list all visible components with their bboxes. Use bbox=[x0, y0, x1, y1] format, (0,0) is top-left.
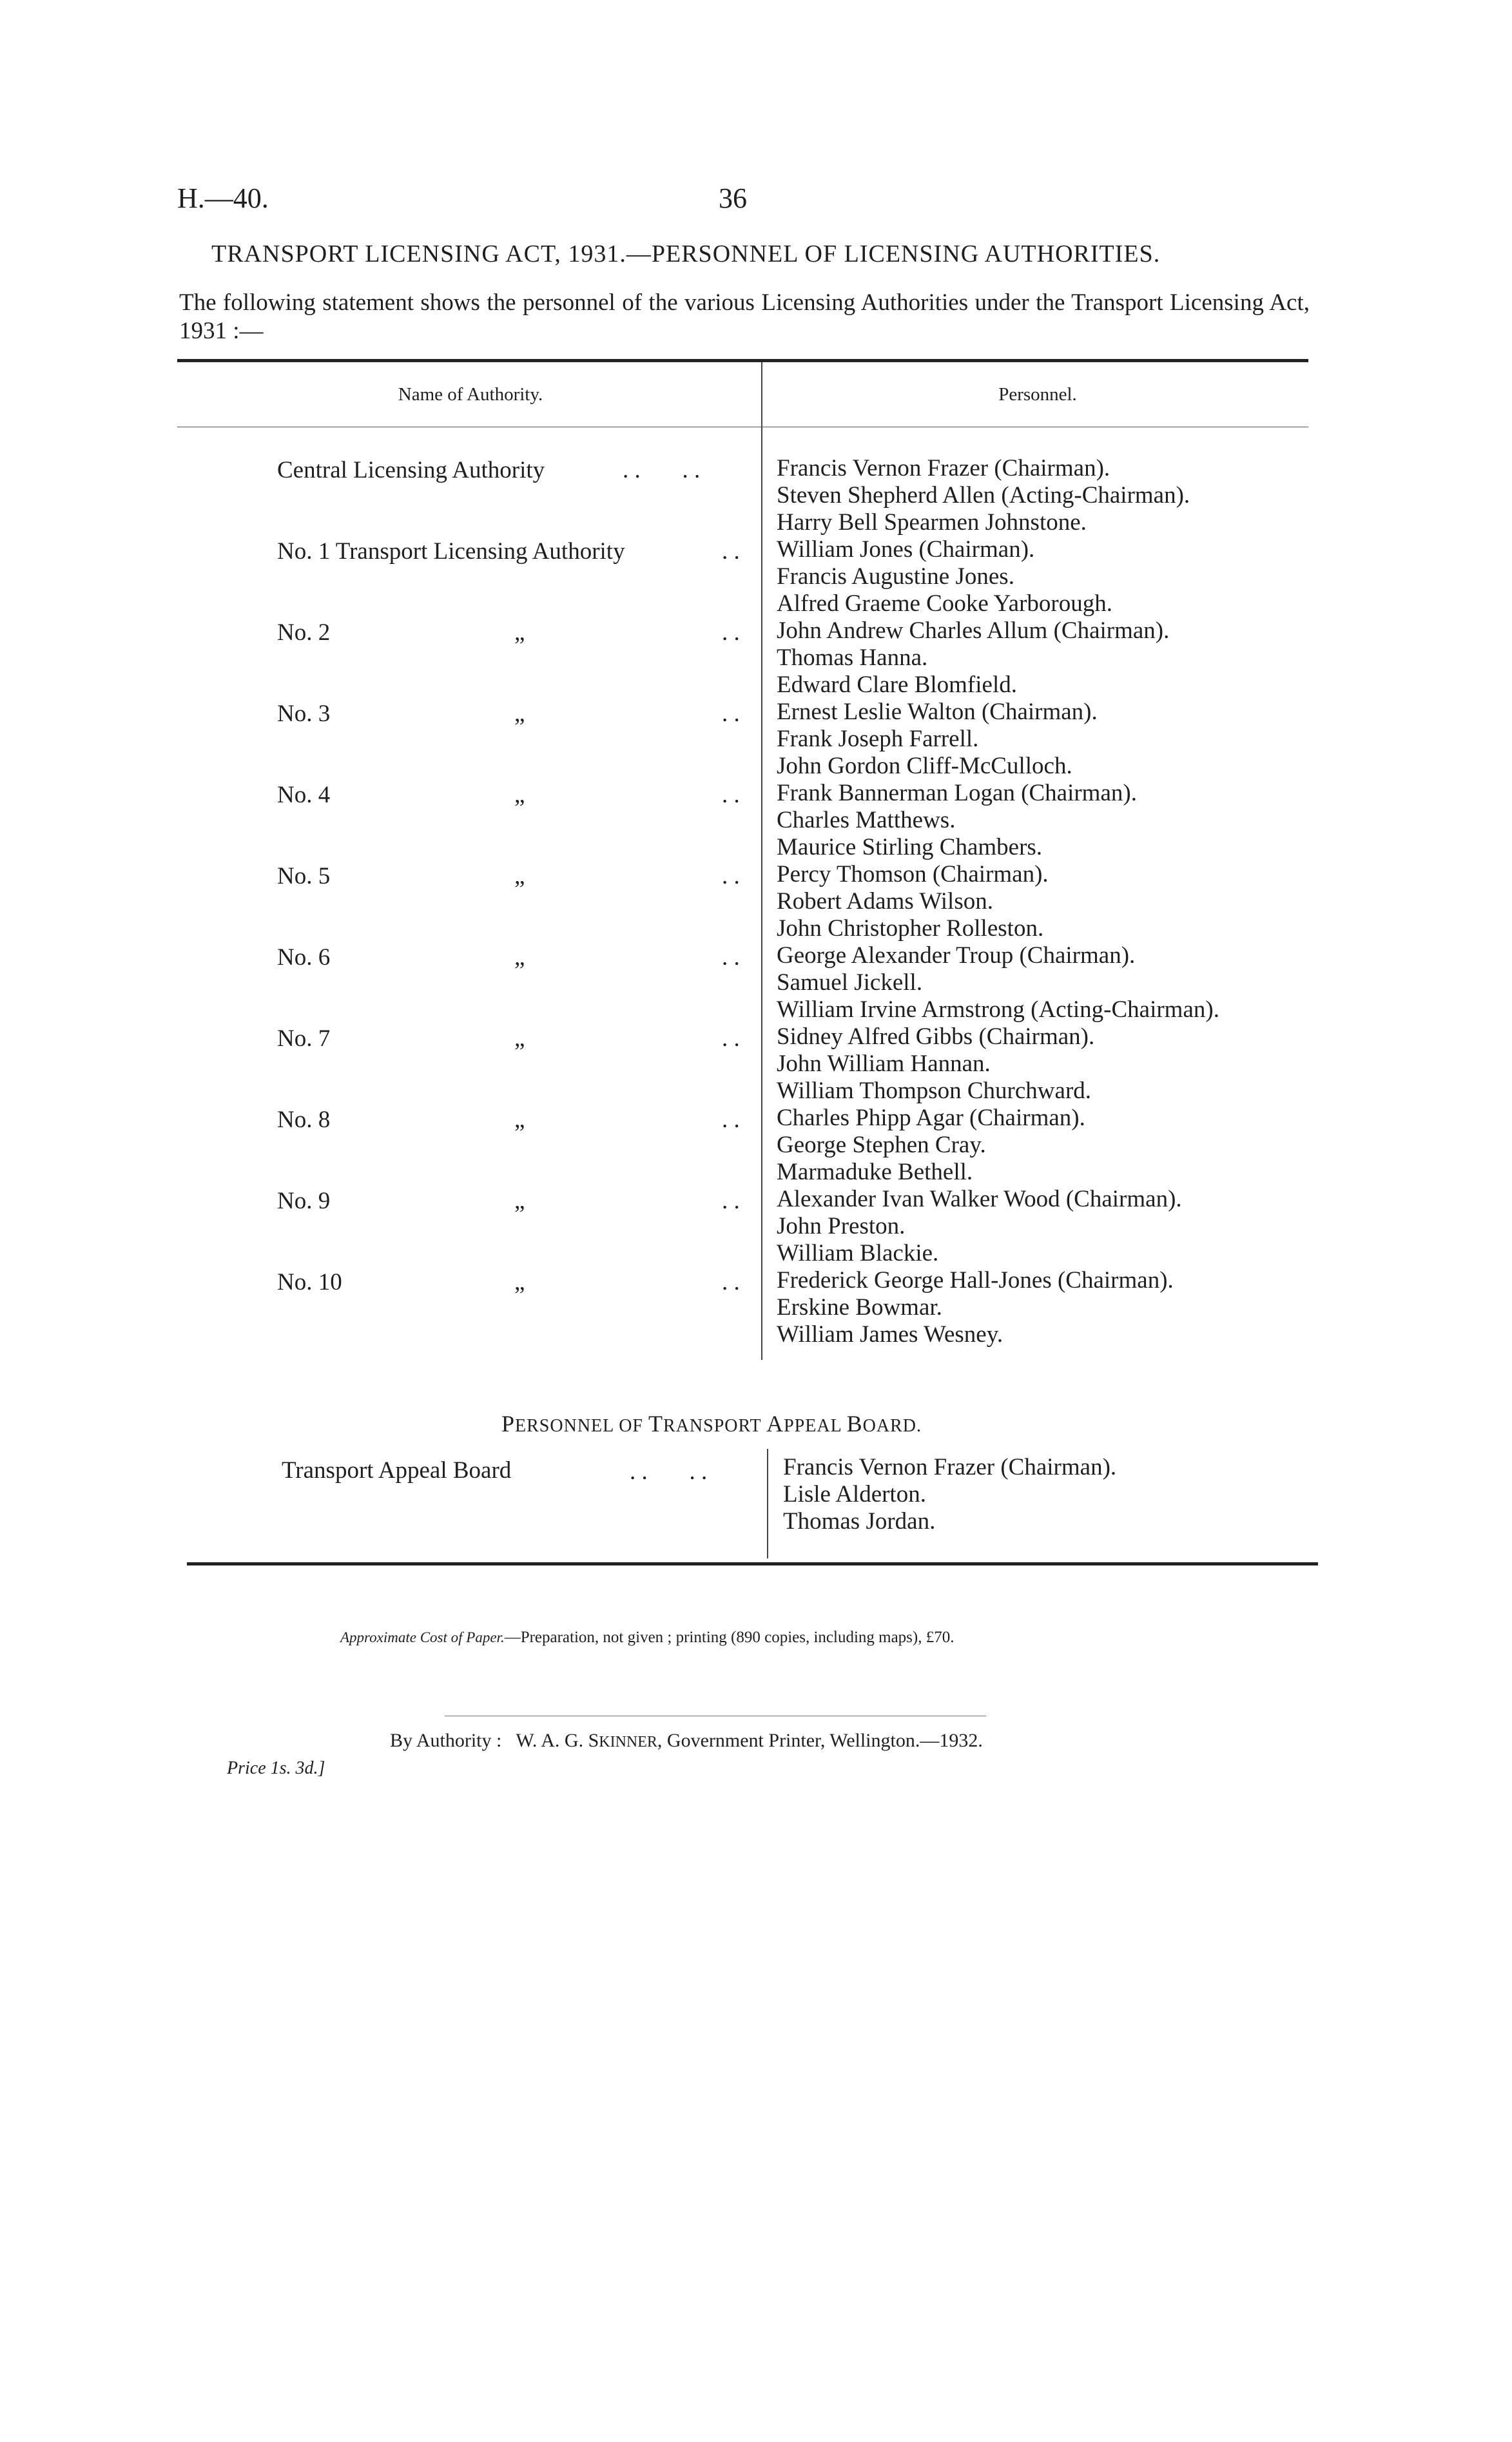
personnel-list bbox=[777, 942, 1219, 1023]
personnel-list bbox=[777, 1105, 1085, 1185]
ditto-mark: „ bbox=[514, 944, 525, 971]
person: Marmaduke Bethell. bbox=[777, 1158, 973, 1185]
leader-dots: . . bbox=[722, 1107, 740, 1133]
person: Charles Matthews. bbox=[777, 806, 956, 833]
person: Samuel Jickell. bbox=[777, 969, 923, 996]
leader-dots: . . bbox=[722, 619, 740, 646]
person: Percy Thomson (Chairman). bbox=[777, 861, 1049, 887]
ditto-mark: „ bbox=[514, 1269, 525, 1295]
person: Lisle Alderton. bbox=[783, 1480, 926, 1507]
cost-note bbox=[340, 1629, 955, 1647]
person: Frederick George Hall-Jones (Chairman). bbox=[777, 1267, 1174, 1294]
ditto-mark: „ bbox=[514, 1025, 525, 1052]
authority-name: No. 8 bbox=[277, 1107, 331, 1133]
person: Ernest Leslie Walton (Chairman). bbox=[777, 699, 1098, 725]
printer-imprint: By Authority : W. A. G. SKINNER, Government Printer, Wellington.—1932. bbox=[390, 1730, 983, 1751]
person: Maurice Stirling Chambers. bbox=[777, 833, 1043, 860]
leader-dots: . . bbox=[722, 1025, 740, 1052]
person: John Christopher Rolleston. bbox=[777, 915, 1044, 942]
appeal-personnel-list bbox=[783, 1454, 1116, 1535]
page-number: 36 bbox=[719, 182, 747, 214]
column-divider bbox=[761, 362, 762, 1360]
ditto-mark: „ bbox=[514, 701, 525, 727]
leader-dots: . . bbox=[722, 1188, 740, 1214]
leader-dots: . . bbox=[722, 944, 740, 971]
leader-dots: . . bbox=[722, 701, 740, 727]
document-reference: H.—40. bbox=[177, 182, 269, 214]
personnel-list bbox=[777, 536, 1112, 617]
authority-name: No. 1 Transport Licensing Authority bbox=[277, 538, 625, 565]
personnel-list bbox=[777, 617, 1169, 698]
cost-note-text: —Preparation, not given ; printing (890 copies, including maps), £70. bbox=[504, 1629, 955, 1646]
person: Alexander Ivan Walker Wood (Chairman). bbox=[777, 1186, 1182, 1212]
personnel-list bbox=[777, 1186, 1182, 1266]
by-authority-label: By Authority : bbox=[390, 1730, 502, 1751]
ditto-mark: „ bbox=[514, 619, 525, 646]
person: William Jones (Chairman). bbox=[777, 536, 1035, 563]
person: Steven Shepherd Allen (Acting-Chairman). bbox=[777, 481, 1190, 509]
person: William Blackie. bbox=[777, 1239, 939, 1266]
ditto-mark: „ bbox=[514, 1188, 525, 1214]
person: Thomas Hanna. bbox=[777, 644, 928, 671]
authority-name: No. 9 bbox=[277, 1188, 331, 1214]
authority-name: No. 2 bbox=[277, 619, 331, 646]
person: George Alexander Troup (Chairman). bbox=[777, 942, 1136, 969]
leader-dots: . . . . bbox=[623, 457, 701, 483]
intro-paragraph: The following statement shows the personnel of the various Licensing Authorities under the Transport Licensing Act, 1931 :— bbox=[179, 289, 1310, 344]
price: Price 1s. 3d.] bbox=[227, 1758, 325, 1778]
appeal-board-name: Transport Appeal Board bbox=[282, 1457, 512, 1484]
authority-name: No. 10 bbox=[277, 1269, 342, 1295]
appeal-column-divider bbox=[767, 1449, 768, 1558]
person: Sidney Alfred Gibbs (Chairman). bbox=[777, 1023, 1095, 1050]
person: Francis Vernon Frazer (Chairman). bbox=[777, 455, 1110, 481]
person: Robert Adams Wilson. bbox=[777, 887, 993, 915]
appeal-board-heading: PERSONNEL OF TRANSPORT APPEAL BOARD. bbox=[501, 1411, 922, 1437]
person: William Thompson Churchward. bbox=[777, 1077, 1092, 1104]
person: Erskine Bowmar. bbox=[777, 1294, 942, 1321]
leader-dots: . . . . bbox=[630, 1458, 708, 1485]
authority-name: No. 6 bbox=[277, 944, 331, 971]
cost-note-label: Approximate Cost of Paper. bbox=[340, 1629, 505, 1645]
personnel-list bbox=[777, 699, 1098, 779]
bottom-rule bbox=[187, 1562, 1318, 1565]
authority-name: No. 5 bbox=[277, 863, 331, 889]
authority-name: Central Licensing Authority bbox=[277, 457, 545, 483]
table-top-rule bbox=[177, 359, 1308, 362]
personnel-list bbox=[777, 1267, 1174, 1348]
person: William Irvine Armstrong (Acting-Chairman). bbox=[777, 996, 1219, 1023]
person: Frank Bannerman Logan (Chairman). bbox=[777, 780, 1137, 806]
person: Edward Clare Blomfield. bbox=[777, 671, 1017, 698]
person: William James Wesney. bbox=[777, 1321, 1003, 1348]
authority-name: No. 4 bbox=[277, 782, 331, 808]
personnel-list bbox=[777, 1023, 1094, 1104]
person: John Gordon Cliff-McCulloch. bbox=[777, 752, 1072, 779]
personnel-list bbox=[777, 455, 1190, 536]
authority-name: No. 7 bbox=[277, 1025, 331, 1052]
column-header-authority: Name of Authority. bbox=[398, 384, 543, 405]
ditto-mark: „ bbox=[514, 863, 525, 889]
person: Francis Vernon Frazer (Chairman). bbox=[783, 1454, 1117, 1480]
person: George Stephen Cray. bbox=[777, 1131, 986, 1158]
person: Thomas Jordan. bbox=[783, 1507, 936, 1535]
person: Charles Phipp Agar (Chairman). bbox=[777, 1105, 1085, 1131]
person: Francis Augustine Jones. bbox=[777, 563, 1014, 590]
person: John William Hannan. bbox=[777, 1050, 991, 1077]
column-header-personnel: Personnel. bbox=[998, 384, 1077, 405]
page-title: TRANSPORT LICENSING ACT, 1931.—PERSONNEL OF LICENSING AUTHORITIES. bbox=[211, 240, 1161, 267]
authority-name: No. 3 bbox=[277, 701, 331, 727]
leader-dots: . . bbox=[722, 863, 740, 889]
person: John Preston. bbox=[777, 1212, 906, 1239]
personnel-list bbox=[777, 861, 1049, 942]
ditto-mark: „ bbox=[514, 782, 525, 808]
person: Frank Joseph Farrell. bbox=[777, 725, 979, 752]
person: John Andrew Charles Allum (Chairman). bbox=[777, 617, 1170, 644]
leader-dots: . . bbox=[722, 1269, 740, 1295]
leader-dots: . . bbox=[722, 782, 740, 808]
personnel-list bbox=[777, 780, 1137, 860]
ditto-mark: „ bbox=[514, 1107, 525, 1133]
person: Harry Bell Spearmen Johnstone. bbox=[777, 509, 1087, 536]
person: Alfred Graeme Cooke Yarborough. bbox=[777, 590, 1112, 617]
leader-dots: . . bbox=[722, 538, 740, 565]
